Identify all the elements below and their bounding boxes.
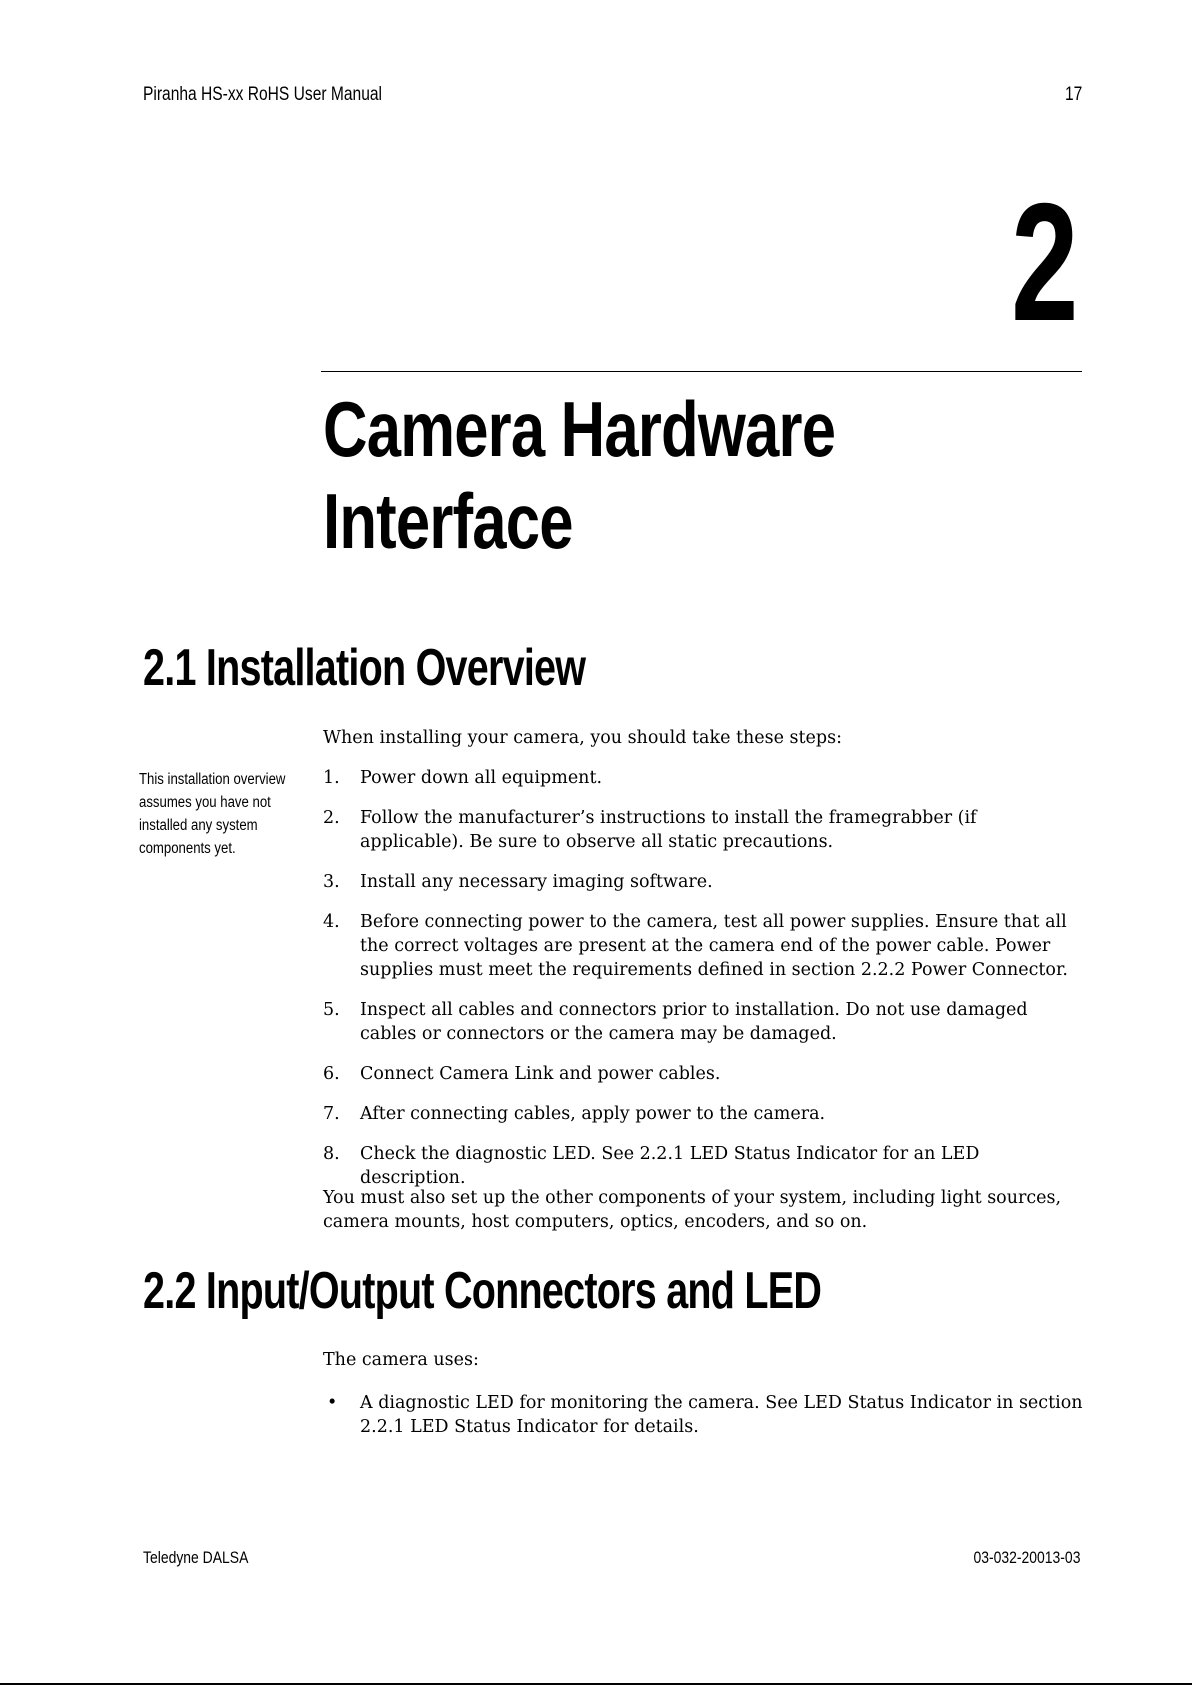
installation-steps-list xyxy=(323,766,1083,1206)
step-text: Install any necessary imaging software. xyxy=(360,872,713,892)
footer-document-number: 03-032-20013-03 xyxy=(973,1548,1080,1567)
list-item xyxy=(323,870,1083,894)
chapter-title-line: Interface xyxy=(323,477,573,565)
step-text: After connecting cables, apply power to the camera. xyxy=(360,1104,826,1124)
list-item xyxy=(323,1391,1083,1439)
step-text: Connect Camera Link and power cables. xyxy=(360,1064,721,1084)
step-text: Power down all equipment. xyxy=(360,768,603,788)
list-item xyxy=(323,1142,1083,1190)
section-heading-installation-overview: 2.1 Installation Overview xyxy=(143,639,586,697)
margin-note: This installation overview assumes you have not installed any system components yet. xyxy=(139,771,286,857)
connectors-bullet-list xyxy=(323,1391,1083,1439)
list-item xyxy=(323,910,1083,982)
installation-intro: When installing your camera, you should take these steps: xyxy=(323,728,842,748)
step-text: Before connecting power to the camera, test all power supplies. Ensure that all the correct voltages are present at the camera end of the power cable. Power supplies must meet the requirements defined in section 2.2.2 Power Connector. xyxy=(360,912,1068,980)
step-text: Check the diagnostic LED. See 2.2.1 LED Status Indicator for an LED description. xyxy=(360,1144,980,1188)
chapter-title xyxy=(323,383,835,567)
step-number: 1. xyxy=(323,768,340,788)
step-number: 7. xyxy=(323,1104,340,1124)
list-item xyxy=(323,766,1083,790)
connectors-intro: The camera uses: xyxy=(323,1350,479,1370)
chapter-title-line: Camera Hardware xyxy=(323,385,836,473)
step-text: Inspect all cables and connectors prior to installation. Do not use damaged cables or connectors or the camera may be damaged. xyxy=(360,1000,1028,1044)
bullet-text: A diagnostic LED for monitoring the camera. See LED Status Indicator in section 2.2.1 LED Status Indicator for details. xyxy=(360,1393,1083,1437)
step-number: 5. xyxy=(323,1000,340,1020)
bullet-icon: • xyxy=(327,1393,338,1413)
step-text: Follow the manufacturer’s instructions to install the framegrabber (if applicable). Be sure to observe all static precautions. xyxy=(360,808,977,852)
section-heading-io-connectors: 2.2 Input/Output Connectors and LED xyxy=(143,1262,822,1320)
installation-closing-paragraph: You must also set up the other components of your system, including light sources, camera mounts, host computers, optics, encoders, and so on. xyxy=(323,1188,1062,1232)
chapter-number: 2 xyxy=(1010,168,1078,356)
list-item xyxy=(323,998,1083,1046)
list-item xyxy=(323,1062,1083,1086)
step-number: 8. xyxy=(323,1144,340,1164)
list-item xyxy=(323,1102,1083,1126)
step-number: 4. xyxy=(323,912,340,932)
page-number: 17 xyxy=(1065,84,1083,105)
chapter-divider xyxy=(321,371,1082,372)
running-header-title: Piranha HS-xx RoHS User Manual xyxy=(143,84,382,105)
footer-company: Teledyne DALSA xyxy=(143,1548,249,1567)
list-item xyxy=(323,806,1083,854)
step-number: 3. xyxy=(323,872,340,892)
step-number: 6. xyxy=(323,1064,340,1084)
step-number: 2. xyxy=(323,808,340,828)
